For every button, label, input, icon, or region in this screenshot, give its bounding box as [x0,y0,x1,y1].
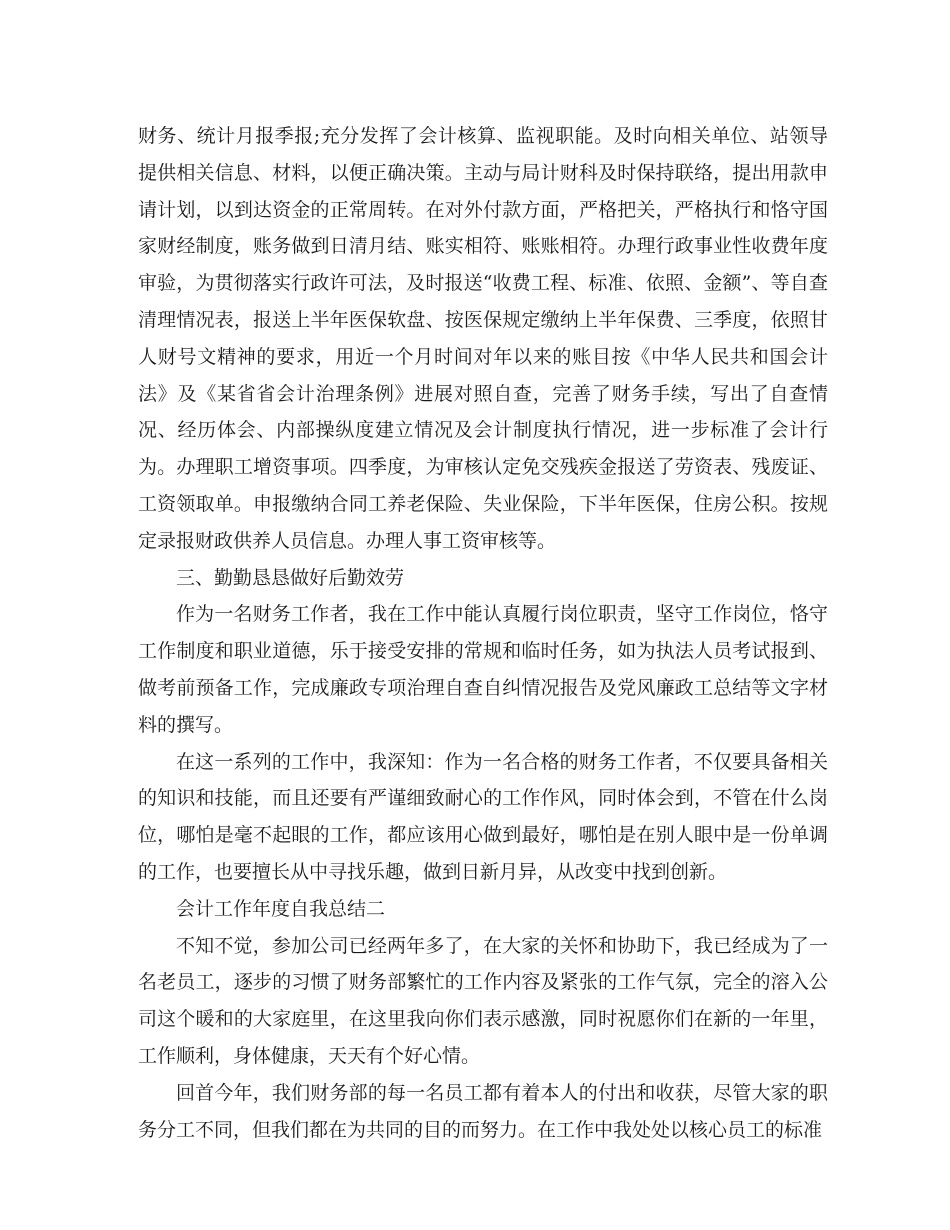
section-heading-3: 三、勤勤恳恳做好后勤效劳 [176,566,405,589]
paragraph: 作为一名财务工作者，我在工作中能认真履行岗位职责，坚守工作岗位，恪守工作制度和职业道德，乐于接受安排的常规和临时任务，如为执法人员考试报到、做考前预备工作，完成廉政专项治理自查自纠情况报告及党风廉政工总结等文字材料的撰写。 [138,603,828,736]
paragraph: 在这一系列的工作中，我深知：作为一名合格的财务工作者，不仅要具备相关的知识和技能，而且还要有严谨细致耐心的工作作风，同时体会到，不管在什么岗位，哪怕是毫不起眼的工作，都应该用心做到最好，哪怕是在别人眼中是一份单调的工作，也要擅长从中寻找乐趣，做到日新月异，从改变中找到创新。 [138,750,828,883]
paragraph: 回首今年，我们财务部的每一名员工都有着本人的付出和收获，尽管大家的职务分工不同，但我们都在为共同的目的而努力。在工作中我处处以核心员工的标准 [138,1081,828,1141]
section-heading-summary-2: 会计工作年度自我总结二 [176,897,386,920]
paragraph-continued: 财务、统计月报季报;充分发挥了会计核算、监视职能。及时向相关单位、站领导提供相关信息、材料，以便正确决策。主动与局计财科及时保持联络，提出用款申请计划，以到达资金的正常周转。在对外付款方面，严格把关，严格执行和恪守国家财经制度，账务做到日清月结、账实相符、账账相符。办理行政事业性收费年度审验，为贯彻落实行政许可法，及时报送“收费工程、标准、依照、金额”、等自查清理情况表，报送上半年医保软盘、按医保规定缴纳上半年保费、三季度，依照甘人财号文精神的要求，用近一个月时间对年以来的账目按《中华人民共和国会计法》及《某省省会计治理条例》进展对照自查，完善了财务手续，写出了自查情况、经历体会、内部操纵度建立情况及会计制度执行情况，进一步标准了会计行为。办理职工增资事项。四季度，为审核认定免交残疾金报送了劳资表、残废证、工资领取单。申报缴纳合同工养老保险、失业保险，下半年医保，住房公积。按规定录报财政供养人员信息。办理人事工资审核等。 [138,125,828,552]
paragraph: 不知不觉，参加公司已经两年多了，在大家的关怀和协助下，我已经成为了一名老员工，逐步的习惯了财务部繁忙的工作内容及紧张的工作气氛，完全的溶入公司这个暖和的大家庭里，在这里我向你们表示感激，同时祝愿你们在新的一年里，工作顺利，身体健康，天天有个好心情。 [138,934,828,1067]
document-body [138,118,828,1148]
